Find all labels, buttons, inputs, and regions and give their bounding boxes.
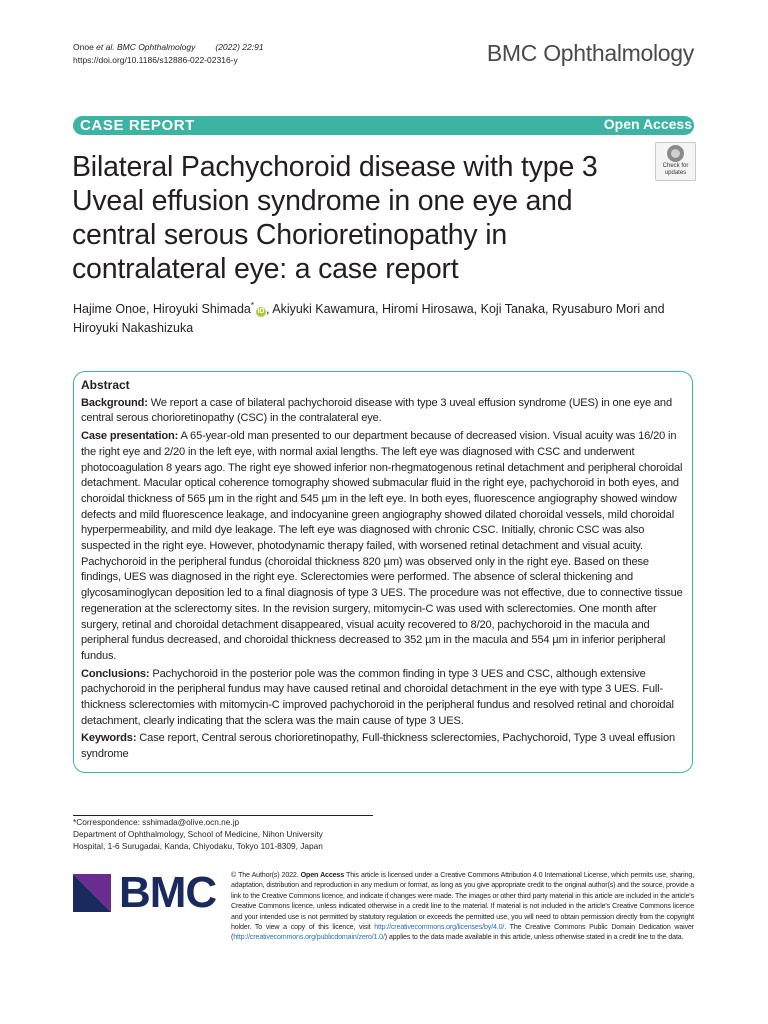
abstract-content: [81, 378, 683, 765]
orcid-icon[interactable]: iD: [257, 308, 265, 316]
correspondence-email[interactable]: *Correspondence: sshimada@olive.ocn.ne.jp: [73, 817, 240, 827]
case-text: A 65-year-old man presented to our department because of decreased vision. Visual acuity was 16/20 in the right eye and 2/20 in the left eye, with normal axial lengths. The left eye was diagnosed with CSC and underwent photocoagulation 8 years ago. The right eye showed inferior non-rhegmatogenous retinal detachment and peripheral choroidal detachment. Macular optical coherence tomography showed submacular fluid in the right eye, pachychoroid in both eyes, and choroidal thickness of 565 µm in the right and 545 µm in the left eye. In both eyes, fluorescence angiography showed window defects and mild fluorescence leakage, and indocyanine green angiography showed dilated choroidal vessels, mild choroidal hyperpermeability, and mild dye leakage. The left eye was diagnosed with chronic CSC. Initially, chronic CSC was also suspected in the right eye. However, photodynamic therapy failed, with worsened retinal detachment and visual acuity. Pachychoroid in the peripheral fundus (choroidal thickness 820 µm) was observed only in the right eye. Based on these findings, UES was diagnosed in the right eye. Sclerectomies were performed. The absence of scleral thickening and glycosaminoglycan deposition led to a final diagnosis of type 3 UES. The procedure was not effective, due to connective tissue regeneration at the sclerectomy sites. In the revision surgery, mitomycin-C was used with sclerectomies. One month after surgery, retinal and choroidal detachment disappeared, visual acuity recovered to 8/20, pachychoroid in the macula and peripheral fundus decreased, and choroidal thickness decreased to 352 µm in the macula and 554 µm in inferior peripheral fundus.: [81, 430, 683, 662]
citation-journal: et al. BMC Ophthalmology: [96, 42, 196, 52]
citation-authors: Onoe: [73, 42, 97, 52]
journal-name: BMC Ophthalmology: [486, 40, 694, 66]
license-body: This article is licensed under a Creative Commons Attribution 4.0 International License, which permits use, sharing, adaptation, distribution and reproduction in any medium or format, as long as you give appropriate credit to the original author(s) and the source, provide a link to the Creative Commons licence, and indicate if changes were made. The images or other third party material in this article are included in the article's Creative Commons licence, unless indicated otherwise in a credit line to the material. If material is not included in the article's Creative Commons licence and your intended use is not permitted by statutory regulation or exceeds the permitted use, you will need to obtain permission directly from the copyright holder. To view a copy of this licence, visit: [231, 871, 694, 932]
keywords-label: Keywords:: [81, 732, 137, 745]
case-label: Case presentation:: [81, 430, 179, 443]
citation-volume: (2022) 22:91: [215, 42, 264, 52]
license-text: [231, 870, 694, 943]
abstract-case-presentation: [81, 429, 683, 665]
abstract-heading: Abstract: [81, 378, 130, 392]
abstract-keywords: [81, 731, 683, 762]
license-oa-label: Open Access: [300, 871, 345, 879]
author-list: [73, 297, 693, 337]
keywords-text: Case report, Central serous chorioretinopathy, Full-thickness sclerectomies, Pachychoroid, Type 3 uveal effusion syndrome: [81, 732, 676, 761]
bmc-logo: [73, 868, 217, 928]
background-label: Background:: [81, 396, 148, 409]
conclusions-label: Conclusions:: [81, 667, 150, 680]
affiliation-line-2: Hospital, 1-6 Surugadai, Kanda, Chiyodaku, Tokyo 101-8309, Japan: [73, 841, 323, 851]
bmc-logo-mark-icon: [73, 874, 111, 912]
license-middle: . The Creative Commons Public Domain Dedication waiver (: [231, 923, 694, 942]
conclusions-text: Pachychoroid in the posterior pole was the common finding in type 3 UES and CSC, although extensive pachychoroid in the peripheral fundus may have caused retinal and choroidal detachment in the eye with type 3 UES. Full-thickness sclerectomies with mitomycin-C improved pachychoroid in the peripheral fundus and resolved retinal and choroidal detachment, clearly indicating that the sclera was the main cause of type 3 UES.: [81, 667, 674, 727]
authors-rest: , Akiyuki Kawamura, Hiromi Hirosawa, Koji Tanaka, Ryusaburo Mori and Hiroyuki Nakashizuka: [73, 302, 665, 335]
corresponding-star: *: [250, 301, 254, 310]
check-updates-line2: updates: [664, 169, 687, 176]
abstract-background: [81, 396, 683, 427]
check-updates-icon: [667, 145, 684, 162]
background-text: We report a case of bilateral pachychoroid disease with type 3 uveal effusion syndrome (UES) in one eye and central serous chorioretinopathy (CSC) in the contralateral eye.: [81, 396, 672, 425]
check-updates-line1: Check for: [662, 163, 689, 169]
article-title: Bilateral Pachychoroid disease with type 3 Uveal effusion syndrome in one eye and central serous Chorioretinopathy in contralateral eye: a case report: [72, 151, 598, 285]
correspondence-footnote: [73, 816, 383, 852]
citation-line: [73, 41, 264, 54]
bmc-logo-word: BMC: [119, 868, 217, 917]
license-prefix: © The Author(s) 2022.: [231, 871, 301, 879]
license-end: ) applies to the data made available in this article, unless otherwise stated in a credit line to the data.: [384, 933, 684, 942]
license-cc0-link[interactable]: http://creativecommons.org/publicdomain/zero/1.0/: [233, 933, 385, 942]
license-cc-by-link[interactable]: http://creativecommons.org/licenses/by/4.0/: [374, 923, 505, 932]
open-access-label: Open Access: [603, 116, 692, 132]
authors-first: Hajime Onoe, Hiroyuki Shimada: [73, 302, 251, 317]
doi-link[interactable]: https://doi.org/10.1186/s12886-022-02316-y: [73, 55, 238, 65]
affiliation-line-1: Department of Ophthalmology, School of Medicine, Nihon University: [73, 829, 323, 839]
article-type-label: CASE REPORT: [80, 117, 195, 134]
abstract-conclusions: [81, 667, 683, 730]
running-head: [73, 41, 264, 67]
